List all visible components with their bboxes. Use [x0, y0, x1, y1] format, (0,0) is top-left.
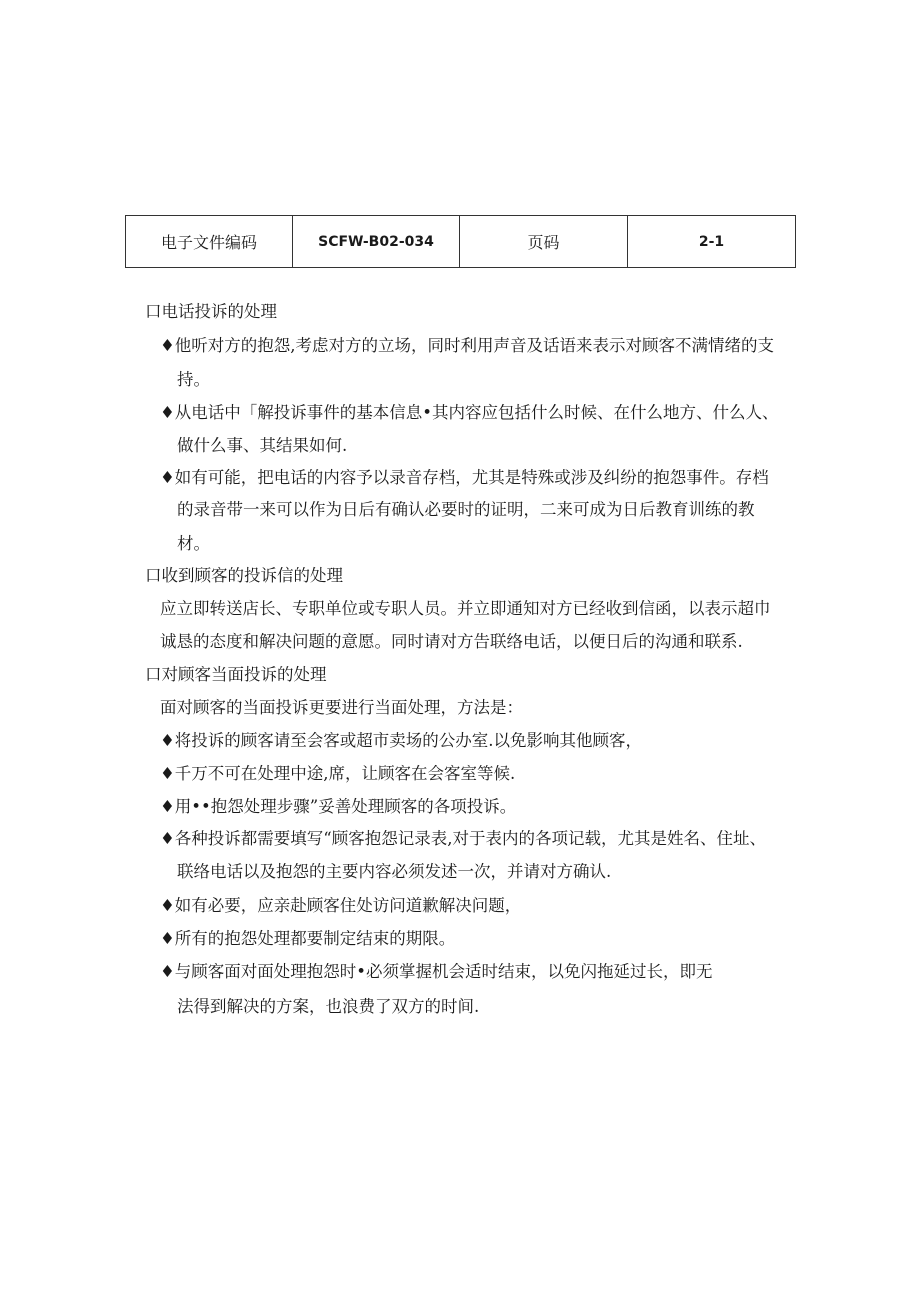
bullet-line: ♦从电话中「解投诉事件的基本信息•其内容应包括什么时候、在什么地方、什么人、 [160, 403, 779, 422]
header-row [126, 216, 796, 268]
paragraph-line: 面对顾客的当面投诉更要进行当面处理，方法是： [160, 698, 523, 717]
bullet-continuation: 的录音带一来可以作为日后有确认必要时的证明，二来可成为日后教育训练的教 [177, 500, 755, 519]
bullet-line: ♦如有必要，应亲赴顾客住处访问道歉解决问题， [160, 896, 522, 915]
page-label-cell: 页码 [460, 216, 628, 268]
bullet-line: ♦千万不可在处理中途,席，让顾客在会客室等候. [160, 764, 516, 783]
paragraph-line: 诚恳的态度和解决问题的意愿。同时请对方告联络电话，以便日后的沟通和联系. [160, 632, 743, 651]
bullet-line: ♦他听对方的抱怨,考虑对方的立场，同时利用声音及话语来表示对顾客不满情绪的支 [160, 336, 775, 355]
bullet-line: ♦用••抱怨处理步骤”妥善处理顾客的各项投诉。 [160, 797, 517, 816]
document-header-table [125, 215, 796, 268]
bullet-continuation: 持。 [177, 370, 210, 389]
bullet-continuation: 材。 [177, 534, 210, 553]
section-heading-letter: 口收到顾客的投诉信的处理 [145, 566, 343, 585]
bullet-line: ♦与顾客面对面处理抱怨时•必须掌握机会适时结束，以免闪拖延过长，即无 [160, 962, 713, 981]
bullet-continuation: 做什么事、其结果如何. [177, 436, 348, 455]
bullet-line: ♦如有可能，把电话的内容予以录音存档，尤其是特殊或涉及纠纷的抱怨事件。存档 [160, 468, 769, 487]
code-value-cell: SCFW-B02-034 [293, 216, 460, 268]
bullet-continuation: 法得到解决的方案，也浪费了双方的时间. [177, 997, 480, 1016]
section-heading-face-to-face: 口对顾客当面投诉的处理 [145, 665, 327, 684]
page-value-cell: 2-1 [628, 216, 796, 268]
paragraph-line: 应立即转送店长、专职单位或专职人员。并立即通知对方已经收到信函，以表示超巾 [160, 599, 771, 618]
bullet-line: ♦所有的抱怨处理都要制定结束的期限。 [160, 929, 456, 948]
section-heading-phone: 口电话投诉的处理 [145, 302, 277, 321]
code-label-cell: 电子文件编码 [126, 216, 293, 268]
bullet-continuation: 联络电话以及抱怨的主要内容必须发述一次，并请对方确认. [177, 862, 612, 881]
bullet-line: ♦将投诉的顾客请至会客或超市卖场的公办室.以免影响其他顾客， [160, 731, 643, 750]
bullet-line: ♦各种投诉都需要填写“顾客抱怨记录表,对于表内的各项记载，尤其是姓名、住址、 [160, 829, 766, 848]
